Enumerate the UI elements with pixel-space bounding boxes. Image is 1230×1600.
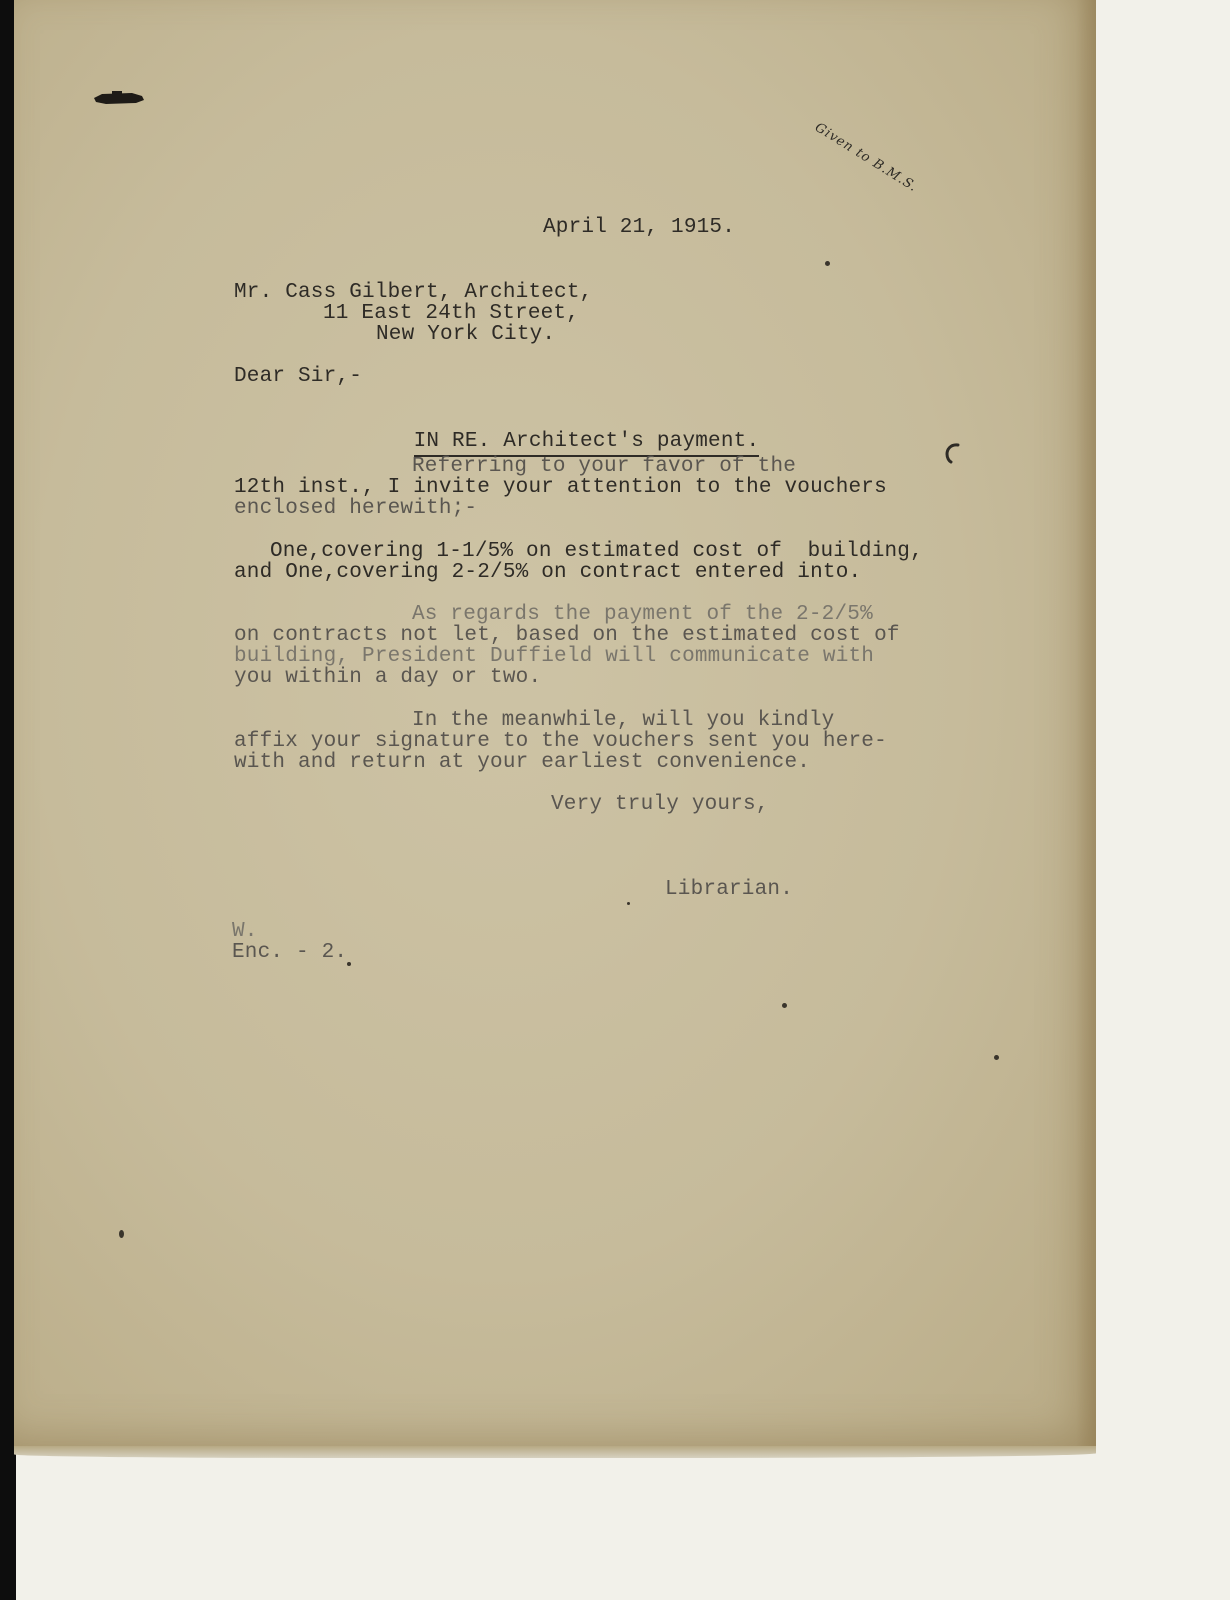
closing: Very truly yours,: [551, 793, 769, 816]
recipient-line-2: 11 East 24th Street,: [323, 302, 580, 325]
paragraph-3-line-3: building, President Duffield will communicate with: [234, 645, 875, 668]
paragraph-3-line-1: As regards the payment of the 2-2/5%: [412, 603, 873, 626]
paper-speck: [119, 1230, 124, 1238]
paper-speck: [627, 902, 630, 905]
recipient-line-3: New York City.: [376, 323, 556, 346]
paragraph-4-line-3: with and return at your earliest convenience.: [234, 751, 811, 774]
paper-speck: [782, 1003, 787, 1008]
enclosure-note: Enc. - 2.: [232, 941, 348, 964]
paragraph-2-line-1: One,covering 1-1/5% on estimated cost of building,: [270, 540, 923, 563]
paragraph-1-line-1: Referring to your favor of the: [412, 455, 797, 478]
paper-speck: [347, 962, 351, 966]
page-shadow: [1076, 0, 1096, 1452]
pencil-mark-icon: [944, 442, 962, 464]
salutation: Dear Sir,-: [234, 365, 363, 388]
subject-text: IN RE. Architect's payment.: [414, 430, 760, 457]
staple-mark-icon: [92, 90, 146, 106]
page-bottom-edge: [14, 1446, 1096, 1458]
paragraph-4-line-1: In the meanwhile, will you kindly: [412, 709, 835, 732]
subject-line: [388, 410, 759, 452]
paragraph-4-line-2: affix your signature to the vouchers sent you here-: [234, 730, 887, 753]
signature-title: Librarian.: [665, 878, 794, 901]
paragraph-1-line-3: enclosed herewith;-: [234, 497, 478, 520]
paragraph-1-line-2: 12th inst., I invite your attention to the vouchers: [234, 476, 887, 499]
paragraph-3-line-2: on contracts not let, based on the estimated cost of: [234, 624, 900, 647]
letter-date: April 21, 1915.: [543, 216, 736, 239]
handwritten-annotation: Given to B.M.S.: [812, 120, 921, 196]
paper-speck: [825, 261, 830, 266]
paper-speck: [994, 1055, 999, 1060]
paragraph-3-line-4: you within a day or two.: [234, 666, 542, 689]
recipient-line-1: Mr. Cass Gilbert, Architect,: [234, 281, 593, 304]
paragraph-2-line-2: and One,covering 2-2/5% on contract entered into.: [234, 561, 862, 584]
typist-initials: W.: [232, 920, 258, 943]
